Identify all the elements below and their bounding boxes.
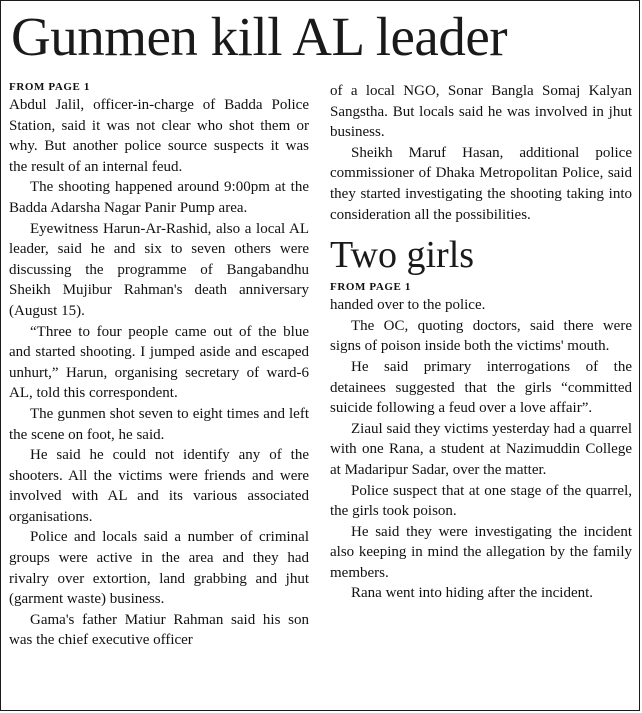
article-paragraph: “Three to four people came out of the blue and started shooting. I jumped aside and escaped unhurt,” Harun, organising secretary of ward-6 AL, told this correspondent. <box>9 323 309 402</box>
article-paragraph: The OC, quoting doctors, said there were signs of poison inside both the victims' mouth. <box>330 317 632 355</box>
article-paragraph: The shooting happened around 9:00pm at the Badda Adarsha Nagar Panir Pump area. <box>9 179 309 216</box>
continuation-kicker: FROM PAGE 1 <box>9 81 90 93</box>
article-paragraph: handed over to the police. <box>330 297 486 314</box>
headline: Gunmen kill AL leader <box>11 6 508 67</box>
article-paragraph: Police and locals said a number of criminal groups were active in the area and they had rivalry over extortion, land grabbing and jhut (garment waste) business. <box>9 529 309 608</box>
article-paragraph: of a local NGO, Sonar Bangla Somaj Kalyan Sangstha. But locals said he was involved in jhut business. <box>330 83 632 141</box>
article-paragraph: Rana went into hiding after the incident. <box>351 585 594 602</box>
article-paragraph: Ziaul said they victims yesterday had a quarrel with one Rana, a student at Nazimuddin College at Madaripur Sadar, over the matter. <box>330 420 632 478</box>
article-paragraph: Gama's father Matiur Rahman said his son was the chief executive officer <box>9 611 309 649</box>
continuation-kicker: FROM PAGE 1 <box>330 281 411 294</box>
article-paragraph: He said he could not identify any of the shooters. All the victims were friends and were involved with AL and its various associated organisations. <box>9 447 309 525</box>
article-paragraph: Abdul Jalil, officer-in-charge of Badda Police Station, said it was not clear who shot them or why. But another police source suspects it was the result of an internal feud. <box>9 97 309 175</box>
article-paragraph: Sheikh Maruf Hasan, additional police commissioner of Dhaka Metropolitan Police, said they started investigating the shooting taking into consideration all the possibilities. <box>330 144 632 223</box>
article-paragraph: The gunmen shot seven to eight times and left the scene on foot, he said. <box>9 405 309 443</box>
article-paragraph: Police suspect that at one stage of the quarrel, the girls took poison. <box>330 482 632 520</box>
left-column <box>9 81 309 651</box>
sub-headline: Two girls <box>330 234 475 277</box>
article-paragraph: Eyewitness Harun-Ar-Rashid, also a local AL leader, said he and six to seven others were discussing the programme of Bangabandhu Sheikh Mujibur Rahman's death anniversary (August 15). <box>9 220 309 319</box>
right-column <box>330 81 632 604</box>
article-paragraph: He said primary interrogations of the detainees suggested that the girls “committed suicide following a feud over a love affair”. <box>330 358 632 417</box>
article-paragraph: He said they were investigating the incident also keeping in mind the allegation by the family members. <box>330 523 632 581</box>
